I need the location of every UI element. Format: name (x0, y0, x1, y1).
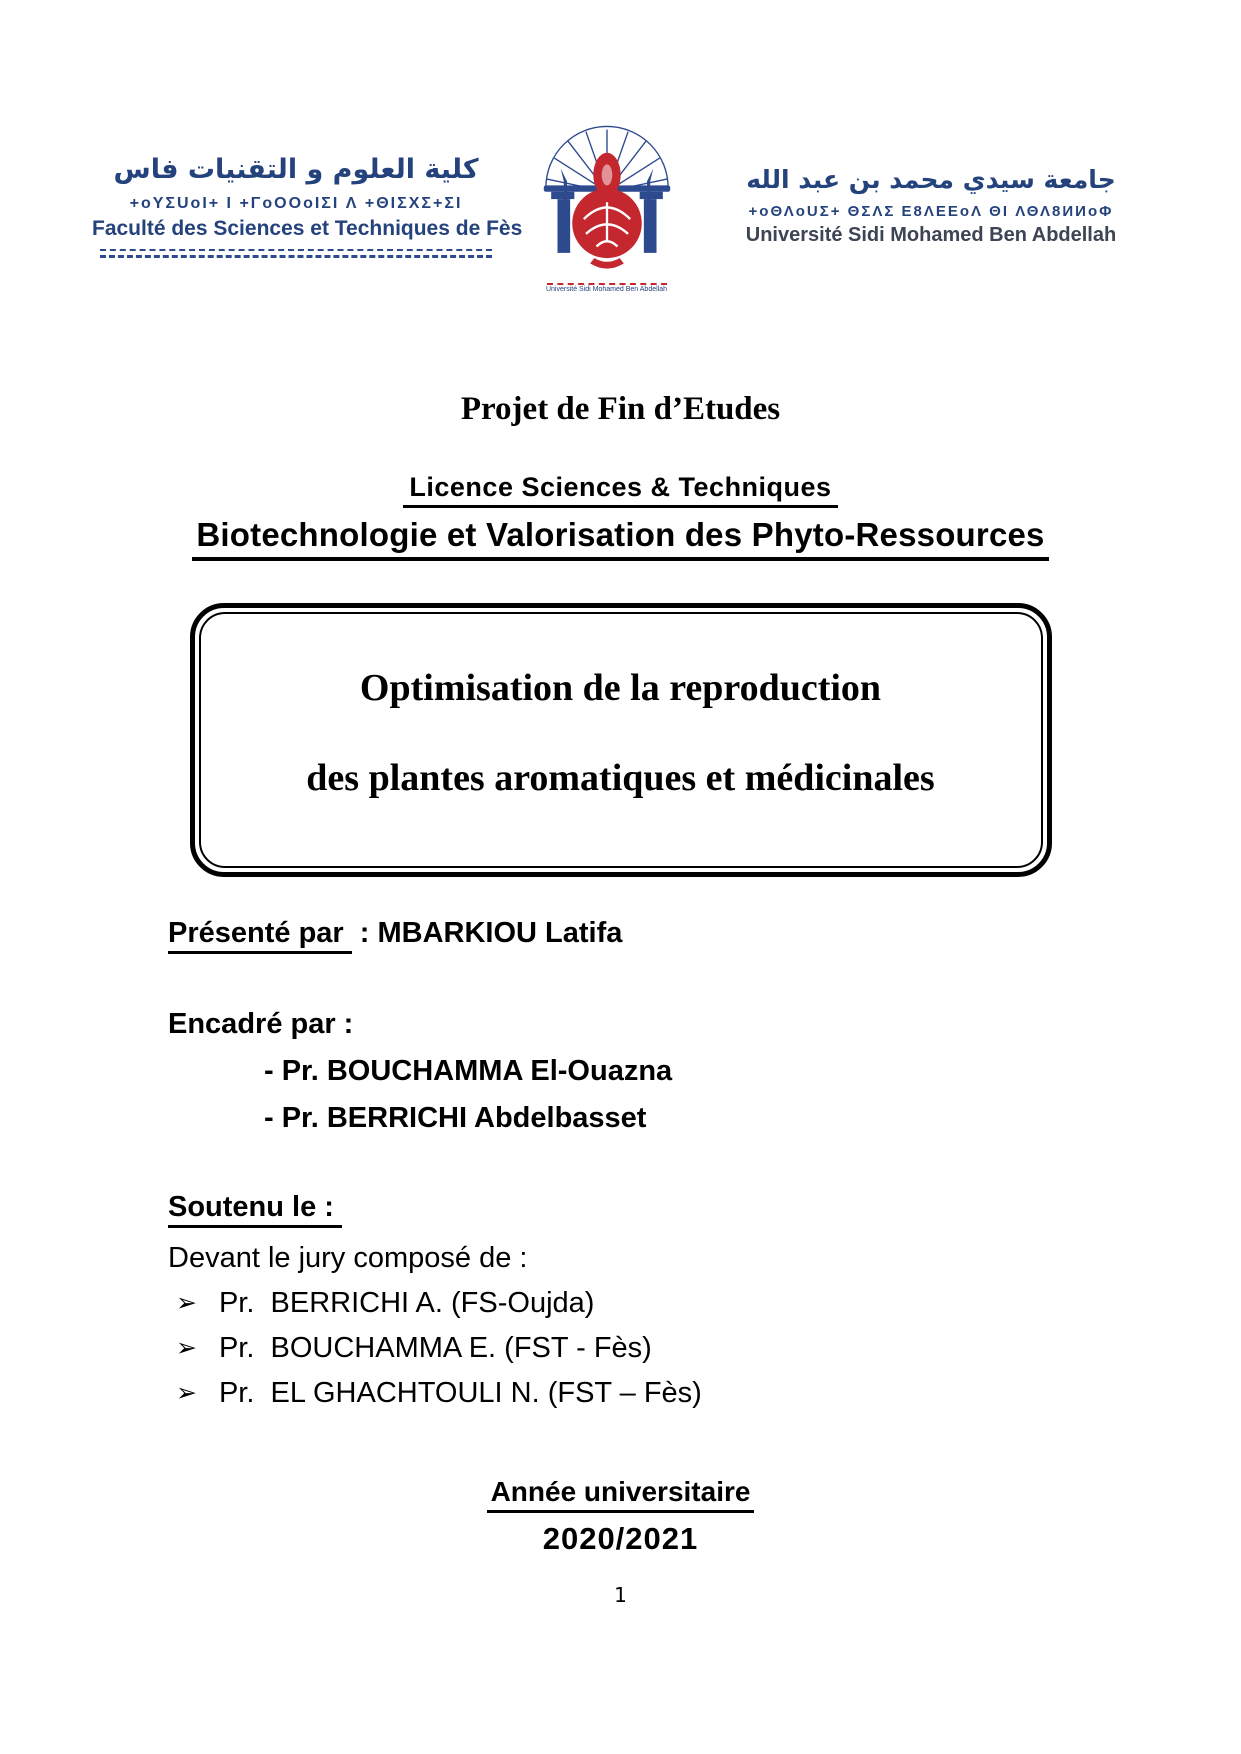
university-emblem-icon (518, 118, 696, 276)
arrow-bullet-icon: ➢ (176, 1289, 197, 1317)
jury-member-name: Pr. BOUCHAMMA E. (FST - Fès) (218, 1332, 652, 1364)
thesis-title-line2: des plantes aromatiques et médicinales (306, 757, 935, 799)
specialty-line (0, 516, 1241, 561)
program-line (0, 472, 1241, 508)
program-name: Licence Sciences & Techniques (403, 472, 837, 508)
details-section (0, 917, 1241, 1410)
university-emblem-logo (514, 118, 699, 293)
arrow-bullet-icon: ➢ (176, 1379, 197, 1407)
university-tifinagh-name: +oΘΛoUΣ+ ΘΣΛΣ Ε8ΛΕΕoΛ ΘI ΛΘΛ8ИИoΦ (748, 203, 1114, 221)
faculty-arabic-name: كلية العلوم و التقنيات فاس (113, 154, 479, 186)
emblem-caption: Université Sidi Mohamed Ben Abdellah (545, 286, 667, 293)
author-name: MBARKIOU Latifa (377, 917, 623, 949)
specialty-name: Biotechnologie et Valorisation des Phyto-Ressources (192, 516, 1048, 561)
arrow-bullet-icon: ➢ (176, 1334, 197, 1362)
supervisor-item: - Pr. BOUCHAMMA El-Ouazna (264, 1055, 673, 1087)
academic-year-label: Année universitaire (487, 1476, 755, 1513)
jury-member-name: Pr. EL GHACHTOULI N. (FST – Fès) (218, 1377, 702, 1409)
jury-member-row (168, 1332, 1121, 1365)
page-header (0, 118, 1241, 293)
thesis-title-line1: Optimisation de la reproduction (359, 667, 882, 709)
defended-on-line (168, 1191, 1121, 1224)
university-arabic-name: جامعة سيدي محمد بن عبد الله (746, 164, 1116, 194)
academic-year-value: 2020/2021 (542, 1521, 699, 1556)
jury-member-name: Pr. BERRICHI A. (FS-Oujda) (218, 1287, 595, 1319)
presented-by-line (168, 917, 1121, 950)
presented-by-label: Présenté par (168, 917, 352, 954)
page-number: 1 (614, 1583, 627, 1607)
supervised-by-label: Encadré par : (168, 1008, 354, 1040)
faculty-block (92, 153, 523, 258)
university-french-name: Université Sidi Mohamed Ben Abdellah (745, 224, 1117, 247)
emblem-caption-rule (547, 283, 667, 285)
document-type-title: Projet de Fin d’Etudes (460, 391, 781, 427)
thesis-title-box-inner (199, 612, 1043, 868)
academic-year-block (0, 1476, 1241, 1557)
faculty-french-name: Faculté des Sciences et Techniques de Fès (92, 216, 523, 240)
jury-member-row (168, 1287, 1121, 1320)
defended-on-label: Soutenu le : (168, 1191, 342, 1228)
supervisor-item: - Pr. BERRICHI Abdelbasset (264, 1102, 647, 1134)
university-block (713, 164, 1149, 247)
thesis-title-box (190, 603, 1052, 877)
faculty-tifinagh-name: +oYΣUoI+ I +ΓoOOoIΣI Λ +ΘIΣXΣ+ΣI (129, 194, 463, 212)
presented-by-separator: : (351, 917, 378, 949)
jury-intro-line: Devant le jury composé de : (168, 1242, 528, 1274)
jury-member-row (168, 1377, 1121, 1410)
faculty-divider (100, 249, 492, 258)
